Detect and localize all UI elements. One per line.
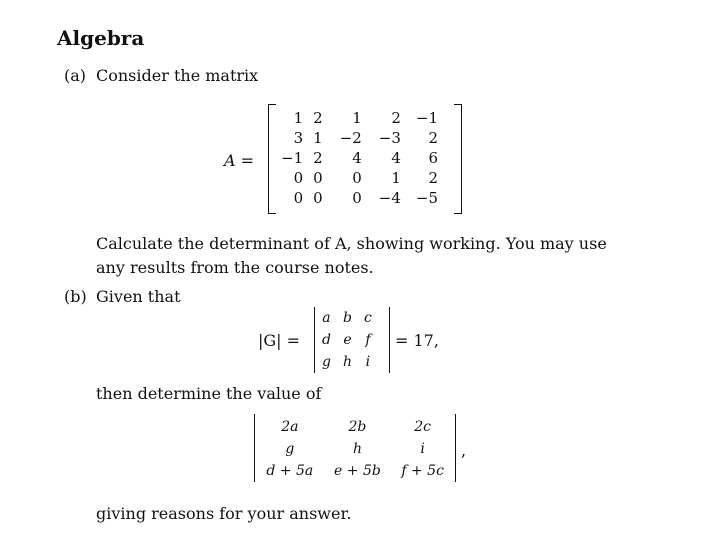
matrix-cell: 0 xyxy=(313,189,323,207)
matrix-cell: 2 xyxy=(313,149,323,167)
matrix-cell: 1 xyxy=(293,109,304,127)
matrix-cell: 2 xyxy=(391,109,401,127)
matrix-a xyxy=(268,104,462,214)
matrix-cell: −2 xyxy=(339,129,362,147)
part-a-task-line-1: Calculate the determinant of A, showing working. You may use xyxy=(96,234,607,253)
det2-right-bar xyxy=(455,414,456,482)
matrix-cell: 1 xyxy=(391,169,401,187)
matrix-cell: 0 xyxy=(352,169,362,187)
part-b-intro: Given that xyxy=(96,287,181,306)
det2-cell: f + 5c xyxy=(401,463,444,479)
matrix-cell: 0 xyxy=(293,169,304,187)
det2-cell: i xyxy=(420,441,425,457)
det-cell: h xyxy=(342,354,352,370)
det2-cell: e + 5b xyxy=(334,463,381,479)
matrix-cell: 3 xyxy=(293,129,304,147)
det-cell: f xyxy=(365,332,371,348)
matrix-cell: 4 xyxy=(352,149,362,167)
matrix-cell: 6 xyxy=(428,149,439,167)
det2-cell: 2b xyxy=(348,419,367,435)
matrix-cell: −5 xyxy=(415,189,439,207)
det-cell: e xyxy=(343,332,352,348)
matrix-equals: = xyxy=(240,151,255,170)
matrix-cell: −1 xyxy=(281,149,304,167)
matrix-cell: 0 xyxy=(352,189,362,207)
matrix-cell: −4 xyxy=(378,189,401,207)
g-det-rhs: = 17, xyxy=(395,331,439,350)
det2-row xyxy=(256,416,454,438)
det-row xyxy=(316,329,378,351)
det2-row xyxy=(256,460,454,482)
matrix-cell: 4 xyxy=(391,149,401,167)
det2-tail: , xyxy=(461,441,467,460)
part-b-label: (b) xyxy=(64,287,87,306)
matrix-left-bracket xyxy=(268,104,276,214)
matrix-row xyxy=(276,168,443,188)
det-cell: b xyxy=(343,310,352,326)
matrix-cell: 2 xyxy=(313,109,323,127)
then-text: then determine the value of xyxy=(96,384,322,403)
det2-cell: 2c xyxy=(414,419,431,435)
matrix-right-bracket xyxy=(454,104,462,214)
det2-left-bar xyxy=(254,414,255,482)
det2-cell: d + 5a xyxy=(266,463,314,479)
matrix-cell: 0 xyxy=(293,189,304,207)
det2-cell: g xyxy=(285,441,295,457)
det-cell: g xyxy=(322,354,331,370)
determinant-g xyxy=(314,307,390,373)
det-row xyxy=(316,351,378,373)
matrix-grid xyxy=(276,108,443,208)
part-a-intro: Consider the matrix xyxy=(96,66,259,85)
det-cell: d xyxy=(322,332,331,348)
matrix-row xyxy=(276,108,443,128)
matrix-cell: 2 xyxy=(428,129,439,147)
matrix-row xyxy=(276,188,443,208)
matrix-cell: 1 xyxy=(313,129,323,147)
matrix-row xyxy=(276,148,443,168)
det2-cell: 2a xyxy=(281,419,299,435)
part-a-label: (a) xyxy=(64,66,87,85)
matrix-cell: 0 xyxy=(313,169,323,187)
closing-text: giving reasons for your answer. xyxy=(96,504,352,523)
determinant-target xyxy=(254,414,456,482)
matrix-cell: −1 xyxy=(415,109,439,127)
det2-grid xyxy=(256,416,454,482)
part-a-task-line-2: any results from the course notes. xyxy=(96,258,374,277)
matrix-name: A xyxy=(224,151,236,170)
det-left-bar xyxy=(314,307,315,373)
matrix-cell: −3 xyxy=(378,129,401,147)
det-row xyxy=(316,307,378,329)
det-cell: c xyxy=(364,310,372,326)
matrix-row xyxy=(276,128,443,148)
det2-row xyxy=(256,438,454,460)
g-det-lhs: |G| = xyxy=(258,331,301,350)
det-grid xyxy=(316,307,378,373)
matrix-equation-lhs xyxy=(224,151,254,170)
matrix-cell: 2 xyxy=(428,169,439,187)
det-cell: i xyxy=(365,354,371,370)
page-title: Algebra xyxy=(57,26,145,50)
matrix-cell: 1 xyxy=(352,109,362,127)
det-right-bar xyxy=(389,307,390,373)
det2-cell: h xyxy=(352,441,362,457)
det-cell: a xyxy=(322,310,331,326)
